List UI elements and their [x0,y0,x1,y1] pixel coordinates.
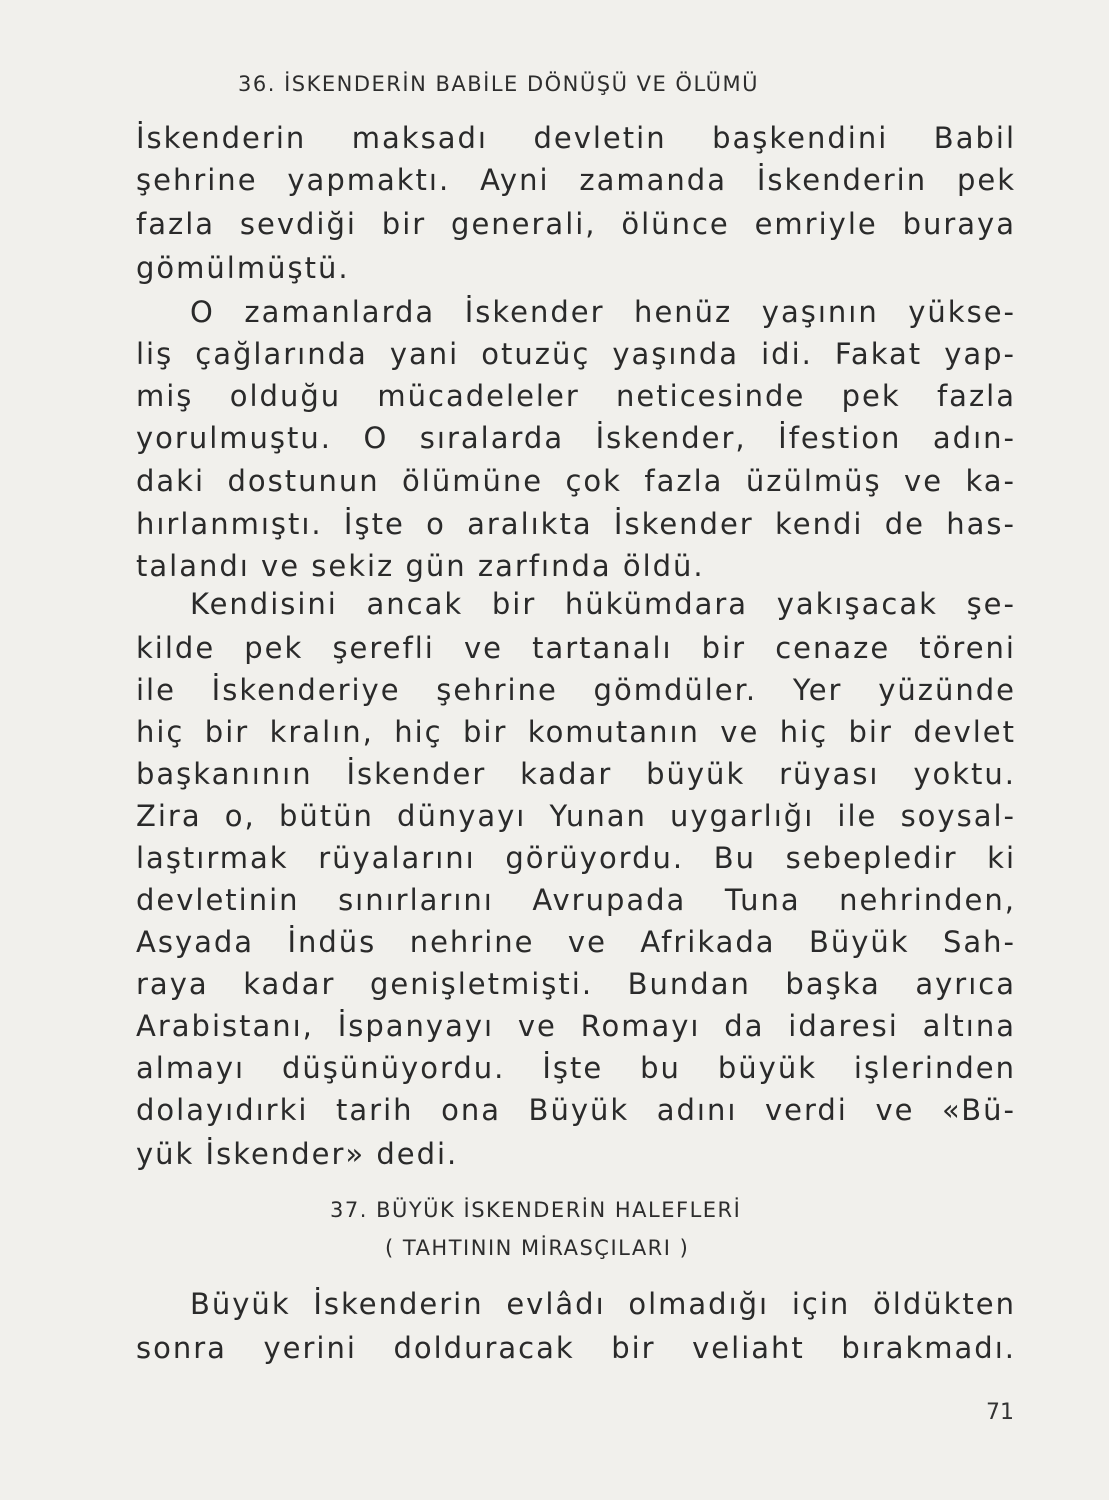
section-36-heading: 36. İSKENDERİN BABİLE DÖNÜŞÜ VE ÖLÜMÜ [238,72,759,96]
paragraph-line: daki dostunun ölümüne çok fazla üzülmüş ve ka- [136,464,1016,498]
paragraph-line: hırlanmıştı. İşte o aralıkta İskender kendi de has- [136,507,1016,541]
paragraph-line: şehrine yapmaktı. Ayni zamanda İskenderin pek [136,163,1016,197]
paragraph-line: hiç bir kralın, hiç bir komutanın ve hiç bir devlet [136,715,1016,749]
paragraph-line: yük İskender» dedi. [136,1137,459,1171]
paragraph-line: Büyük İskenderin evlâdı olmadığı için öldükten [190,1287,1016,1321]
paragraph-line: başkanının İskender kadar büyük rüyası yoktu. [136,757,1016,791]
paragraph-line: laştırmak rüyalarını görüyordu. Bu sebepledir ki [136,841,1016,875]
paragraph-line: sonra yerini dolduracak bir veliaht bırakmadı. [136,1331,1016,1365]
paragraph-line: gömülmüştü. [136,251,350,285]
paragraph-line: liş çağlarında yani otuzüç yaşında idi. Fakat yap- [136,337,1016,371]
paragraph-line: O zamanlarda İskender henüz yaşının yükse- [190,295,1016,329]
paragraph-line: Zira o, bütün dünyayı Yunan uygarlığı ile soysal- [136,799,1016,833]
section-37-subheading: ( TAHTININ MİRASÇILARI ) [385,1236,690,1260]
paragraph-line: talandı ve sekiz gün zarfında öldü. [136,549,705,583]
paragraph-line: İskenderin maksadı devletin başkendini Babil [136,121,1016,155]
paragraph-line: Asyada İndüs nehrine ve Afrikada Büyük Sah- [136,925,1016,959]
paragraph-line: Kendisini ancak bir hükümdara yakışacak şe- [190,587,1016,621]
paragraph-line: ile İskenderiye şehrine gömdüler. Yer yüzünde [136,673,1016,707]
section-37-heading: 37. BÜYÜK İSKENDERİN HALEFLERİ [330,1198,742,1222]
paragraph-line: yorulmuştu. O sıralarda İskender, İfestion adın- [136,421,1016,455]
paragraph-line: dolayıdırki tarih ona Büyük adını verdi ve «Bü- [136,1093,1016,1127]
paragraph-line: fazla sevdiği bir generali, ölünce emriyle buraya [136,207,1016,241]
paragraph-line: kilde pek şerefli ve tartanalı bir cenaze töreni [136,631,1016,665]
page-number: 71 [986,1400,1014,1425]
paragraph-line: raya kadar genişletmişti. Bundan başka ayrıca [136,967,1016,1001]
paragraph-line: Arabistanı, İspanyayı ve Romayı da idaresi altına [136,1009,1016,1043]
paragraph-line: miş olduğu mücadeleler neticesinde pek fazla [136,379,1016,413]
paragraph-line: devletinin sınırlarını Avrupada Tuna nehrinden, [136,883,1016,917]
paragraph-line: almayı düşünüyordu. İşte bu büyük işlerinden [136,1051,1016,1085]
